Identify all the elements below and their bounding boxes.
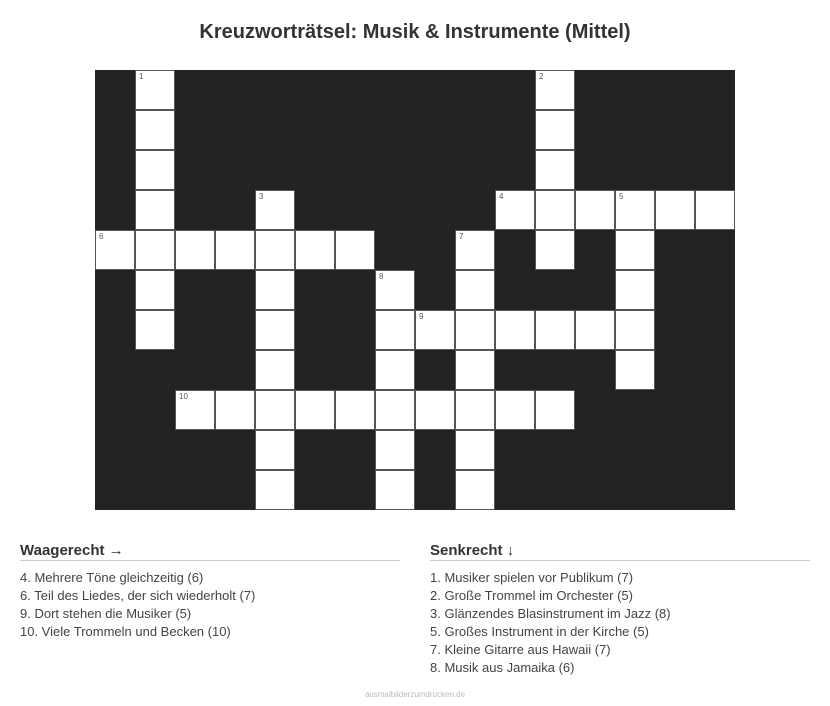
clue-number: 1 — [139, 72, 144, 81]
grid-cell[interactable] — [335, 230, 375, 270]
grid-cell[interactable] — [495, 190, 535, 230]
grid-cell[interactable] — [375, 430, 415, 470]
grid-cell[interactable] — [375, 270, 415, 310]
grid-cell[interactable] — [615, 270, 655, 310]
clue-number: 6 — [99, 232, 104, 241]
across-clue: 10. Viele Trommeln und Becken (10) — [20, 624, 231, 639]
grid-cell[interactable] — [255, 430, 295, 470]
clue-number: 9 — [419, 312, 424, 321]
grid-cell[interactable] — [615, 230, 655, 270]
grid-cell[interactable] — [255, 350, 295, 390]
down-heading: Senkrecht ↓ — [430, 542, 810, 561]
clue-number: 4 — [499, 192, 504, 201]
grid-cell[interactable] — [495, 310, 535, 350]
grid-cell[interactable] — [415, 310, 455, 350]
grid-cell[interactable] — [255, 390, 295, 430]
grid-cell[interactable] — [175, 390, 215, 430]
down-clue: 7. Kleine Gitarre aus Hawaii (7) — [430, 642, 611, 657]
grid-cell[interactable] — [375, 350, 415, 390]
grid-cell[interactable] — [415, 390, 455, 430]
grid-cell[interactable] — [535, 390, 575, 430]
grid-cell[interactable] — [455, 350, 495, 390]
grid-cell[interactable] — [135, 150, 175, 190]
crossword-grid — [95, 70, 735, 510]
clue-number: 3 — [259, 192, 264, 201]
grid-cell[interactable] — [535, 110, 575, 150]
grid-cell[interactable] — [95, 230, 135, 270]
across-clue-list — [20, 569, 400, 641]
down-clue-list — [430, 569, 810, 677]
grid-cell[interactable] — [495, 390, 535, 430]
grid-cell[interactable] — [615, 350, 655, 390]
clue-number: 10 — [179, 392, 188, 401]
grid-cell[interactable] — [295, 390, 335, 430]
grid-cell[interactable] — [255, 270, 295, 310]
grid-cell[interactable] — [375, 390, 415, 430]
grid-cell[interactable] — [135, 270, 175, 310]
grid-cell[interactable] — [215, 230, 255, 270]
grid-cell[interactable] — [375, 310, 415, 350]
clue-number: 8 — [379, 272, 384, 281]
down-clue: 1. Musiker spielen vor Publikum (7) — [430, 570, 634, 585]
across-clue: 6. Teil des Liedes, der sich wiederholt (7) — [20, 588, 256, 603]
grid-cell[interactable] — [535, 230, 575, 270]
grid-cell[interactable] — [215, 390, 255, 430]
grid-cell[interactable] — [695, 190, 735, 230]
across-clue: 4. Mehrere Töne gleichzeitig (6) — [20, 570, 204, 585]
grid-cell[interactable] — [535, 70, 575, 110]
grid-cell[interactable] — [255, 310, 295, 350]
down-clues-section — [430, 542, 810, 677]
grid-cell[interactable] — [135, 310, 175, 350]
down-clue: 5. Großes Instrument in der Kirche (5) — [430, 624, 649, 639]
grid-cell[interactable] — [135, 190, 175, 230]
grid-cell[interactable] — [135, 110, 175, 150]
down-clue: 3. Glänzendes Blasinstrument im Jazz (8) — [430, 606, 671, 621]
across-heading: Waagerecht → — [20, 542, 400, 561]
grid-cell[interactable] — [295, 230, 335, 270]
grid-cell[interactable] — [255, 230, 295, 270]
grid-cell[interactable] — [455, 310, 495, 350]
grid-cell[interactable] — [135, 230, 175, 270]
grid-cell[interactable] — [335, 390, 375, 430]
grid-cell[interactable] — [455, 270, 495, 310]
down-clue: 8. Musik aus Jamaika (6) — [430, 660, 575, 675]
grid-cell[interactable] — [455, 230, 495, 270]
page-title: Kreuzworträtsel: Musik & Instrumente (Mittel) — [199, 21, 631, 43]
clue-number: 7 — [459, 232, 464, 241]
across-clues-section — [20, 542, 400, 641]
grid-cell[interactable] — [455, 470, 495, 510]
grid-cell[interactable] — [575, 190, 615, 230]
grid-cell[interactable] — [455, 430, 495, 470]
across-clue: 9. Dort stehen die Musiker (5) — [20, 606, 192, 621]
clue-number: 5 — [619, 192, 624, 201]
grid-cell[interactable] — [175, 230, 215, 270]
grid-cell[interactable] — [375, 470, 415, 510]
clue-number: 2 — [539, 72, 544, 81]
grid-cell[interactable] — [655, 190, 695, 230]
grid-cell[interactable] — [255, 190, 295, 230]
grid-cell[interactable] — [455, 390, 495, 430]
down-clue: 2. Große Trommel im Orchester (5) — [430, 588, 633, 603]
grid-cell[interactable] — [575, 310, 615, 350]
footer-credit: ausmalbilderzumdrucken.de — [364, 690, 466, 699]
grid-cell[interactable] — [535, 310, 575, 350]
grid-cell[interactable] — [255, 470, 295, 510]
grid-cell[interactable] — [535, 150, 575, 190]
grid-cell[interactable] — [135, 70, 175, 110]
grid-cell[interactable] — [615, 190, 655, 230]
grid-cell[interactable] — [615, 310, 655, 350]
grid-cell[interactable] — [535, 190, 575, 230]
